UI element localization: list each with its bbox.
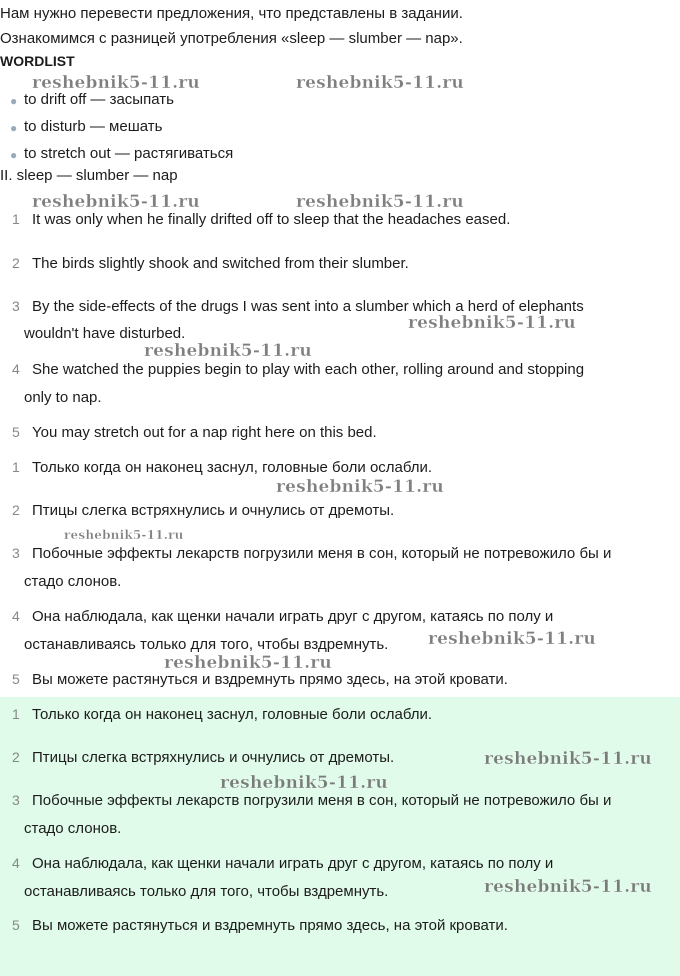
item-text-continued: only to nap.: [24, 389, 102, 406]
item-text: You may stretch out for a nap right here on this bed.: [32, 424, 377, 441]
watermark: reshebnik5-11.ru: [428, 629, 596, 649]
watermark: reshebnik5-11.ru: [164, 653, 332, 673]
watermark: reshebnik5-11.ru: [220, 773, 388, 793]
item-text: Птицы слегка встряхнулись и очнулись от дремоты.: [32, 749, 395, 766]
item-text-continued: стадо слонов.: [24, 820, 122, 837]
item-text: The birds slightly shook and switched from their slumber.: [32, 255, 409, 272]
watermark: reshebnik5-11.ru: [64, 528, 184, 542]
item-text-continued: останавливаясь только для того, чтобы вздремнуть.: [24, 636, 389, 653]
item-text: Она наблюдала, как щенки начали играть друг с другом, катаясь по полу и: [32, 855, 554, 872]
item-number: 1: [12, 211, 20, 227]
item-number: 4: [12, 855, 20, 871]
item-text-continued: останавливаясь только для того, чтобы вздремнуть.: [24, 883, 389, 900]
item-text: Только когда он наконец заснул, головные боли ослабли.: [32, 706, 433, 723]
item-text: By the side-effects of the drugs I was sent into a slumber which a herd of elephants: [32, 298, 584, 315]
watermark: reshebnik5-11.ru: [144, 341, 312, 361]
item-number: 3: [12, 298, 20, 314]
item-number: 1: [12, 706, 20, 722]
item-text: Птицы слегка встряхнулись и очнулись от дремоты.: [32, 502, 395, 519]
intro-line-2: Ознакомимся с разницей употребления «sleep — slumber — nap».: [0, 30, 463, 47]
item-number: 2: [12, 749, 20, 765]
watermark: reshebnik5-11.ru: [484, 749, 652, 769]
item-number: 2: [12, 502, 20, 518]
wordlist-item: to stretch out — растягиваться: [24, 145, 234, 162]
watermark: reshebnik5-11.ru: [296, 192, 464, 212]
item-text: Побочные эффекты лекарств погрузили меня в сон, который не потревожило бы и: [32, 545, 612, 562]
item-number: 5: [12, 671, 20, 687]
watermark: reshebnik5-11.ru: [408, 313, 576, 333]
wordlist-heading: WORDLIST: [0, 53, 75, 69]
item-text: Побочные эффекты лекарств погрузили меня в сон, который не потревожило бы и: [32, 792, 612, 809]
item-text: Вы можете растянуться и вздремнуть прямо здесь, на этой кровати.: [32, 671, 508, 688]
wordlist-item: to drift off — засыпать: [24, 91, 174, 108]
item-text-continued: стадо слонов.: [24, 573, 122, 590]
item-number: 4: [12, 361, 20, 377]
item-text: Вы можете растянуться и вздремнуть прямо здесь, на этой кровати.: [32, 917, 508, 934]
bullet-icon: ●: [10, 94, 18, 108]
watermark: reshebnik5-11.ru: [484, 877, 652, 897]
item-text: It was only when he finally drifted off to sleep that the headaches eased.: [32, 211, 511, 228]
section-title: II. sleep — slumber — nap: [0, 167, 178, 184]
item-number: 5: [12, 424, 20, 440]
watermark: reshebnik5-11.ru: [32, 73, 200, 93]
bullet-icon: ●: [10, 121, 18, 135]
watermark: reshebnik5-11.ru: [296, 73, 464, 93]
intro-line-1: Нам нужно перевести предложения, что представлены в задании.: [0, 5, 463, 22]
item-text: Она наблюдала, как щенки начали играть друг с другом, катаясь по полу и: [32, 608, 554, 625]
item-text: She watched the puppies begin to play with each other, rolling around and stopping: [32, 361, 585, 378]
item-number: 3: [12, 545, 20, 561]
item-text: Только когда он наконец заснул, головные боли ослабли.: [32, 459, 433, 476]
item-number: 4: [12, 608, 20, 624]
item-number: 2: [12, 255, 20, 271]
watermark: reshebnik5-11.ru: [276, 477, 444, 497]
item-number: 1: [12, 459, 20, 475]
wordlist-item: to disturb — мешать: [24, 118, 163, 135]
bullet-icon: ●: [10, 148, 18, 162]
item-text-continued: wouldn't have disturbed.: [24, 325, 186, 342]
item-number: 5: [12, 917, 20, 933]
watermark: reshebnik5-11.ru: [32, 192, 200, 212]
item-number: 3: [12, 792, 20, 808]
